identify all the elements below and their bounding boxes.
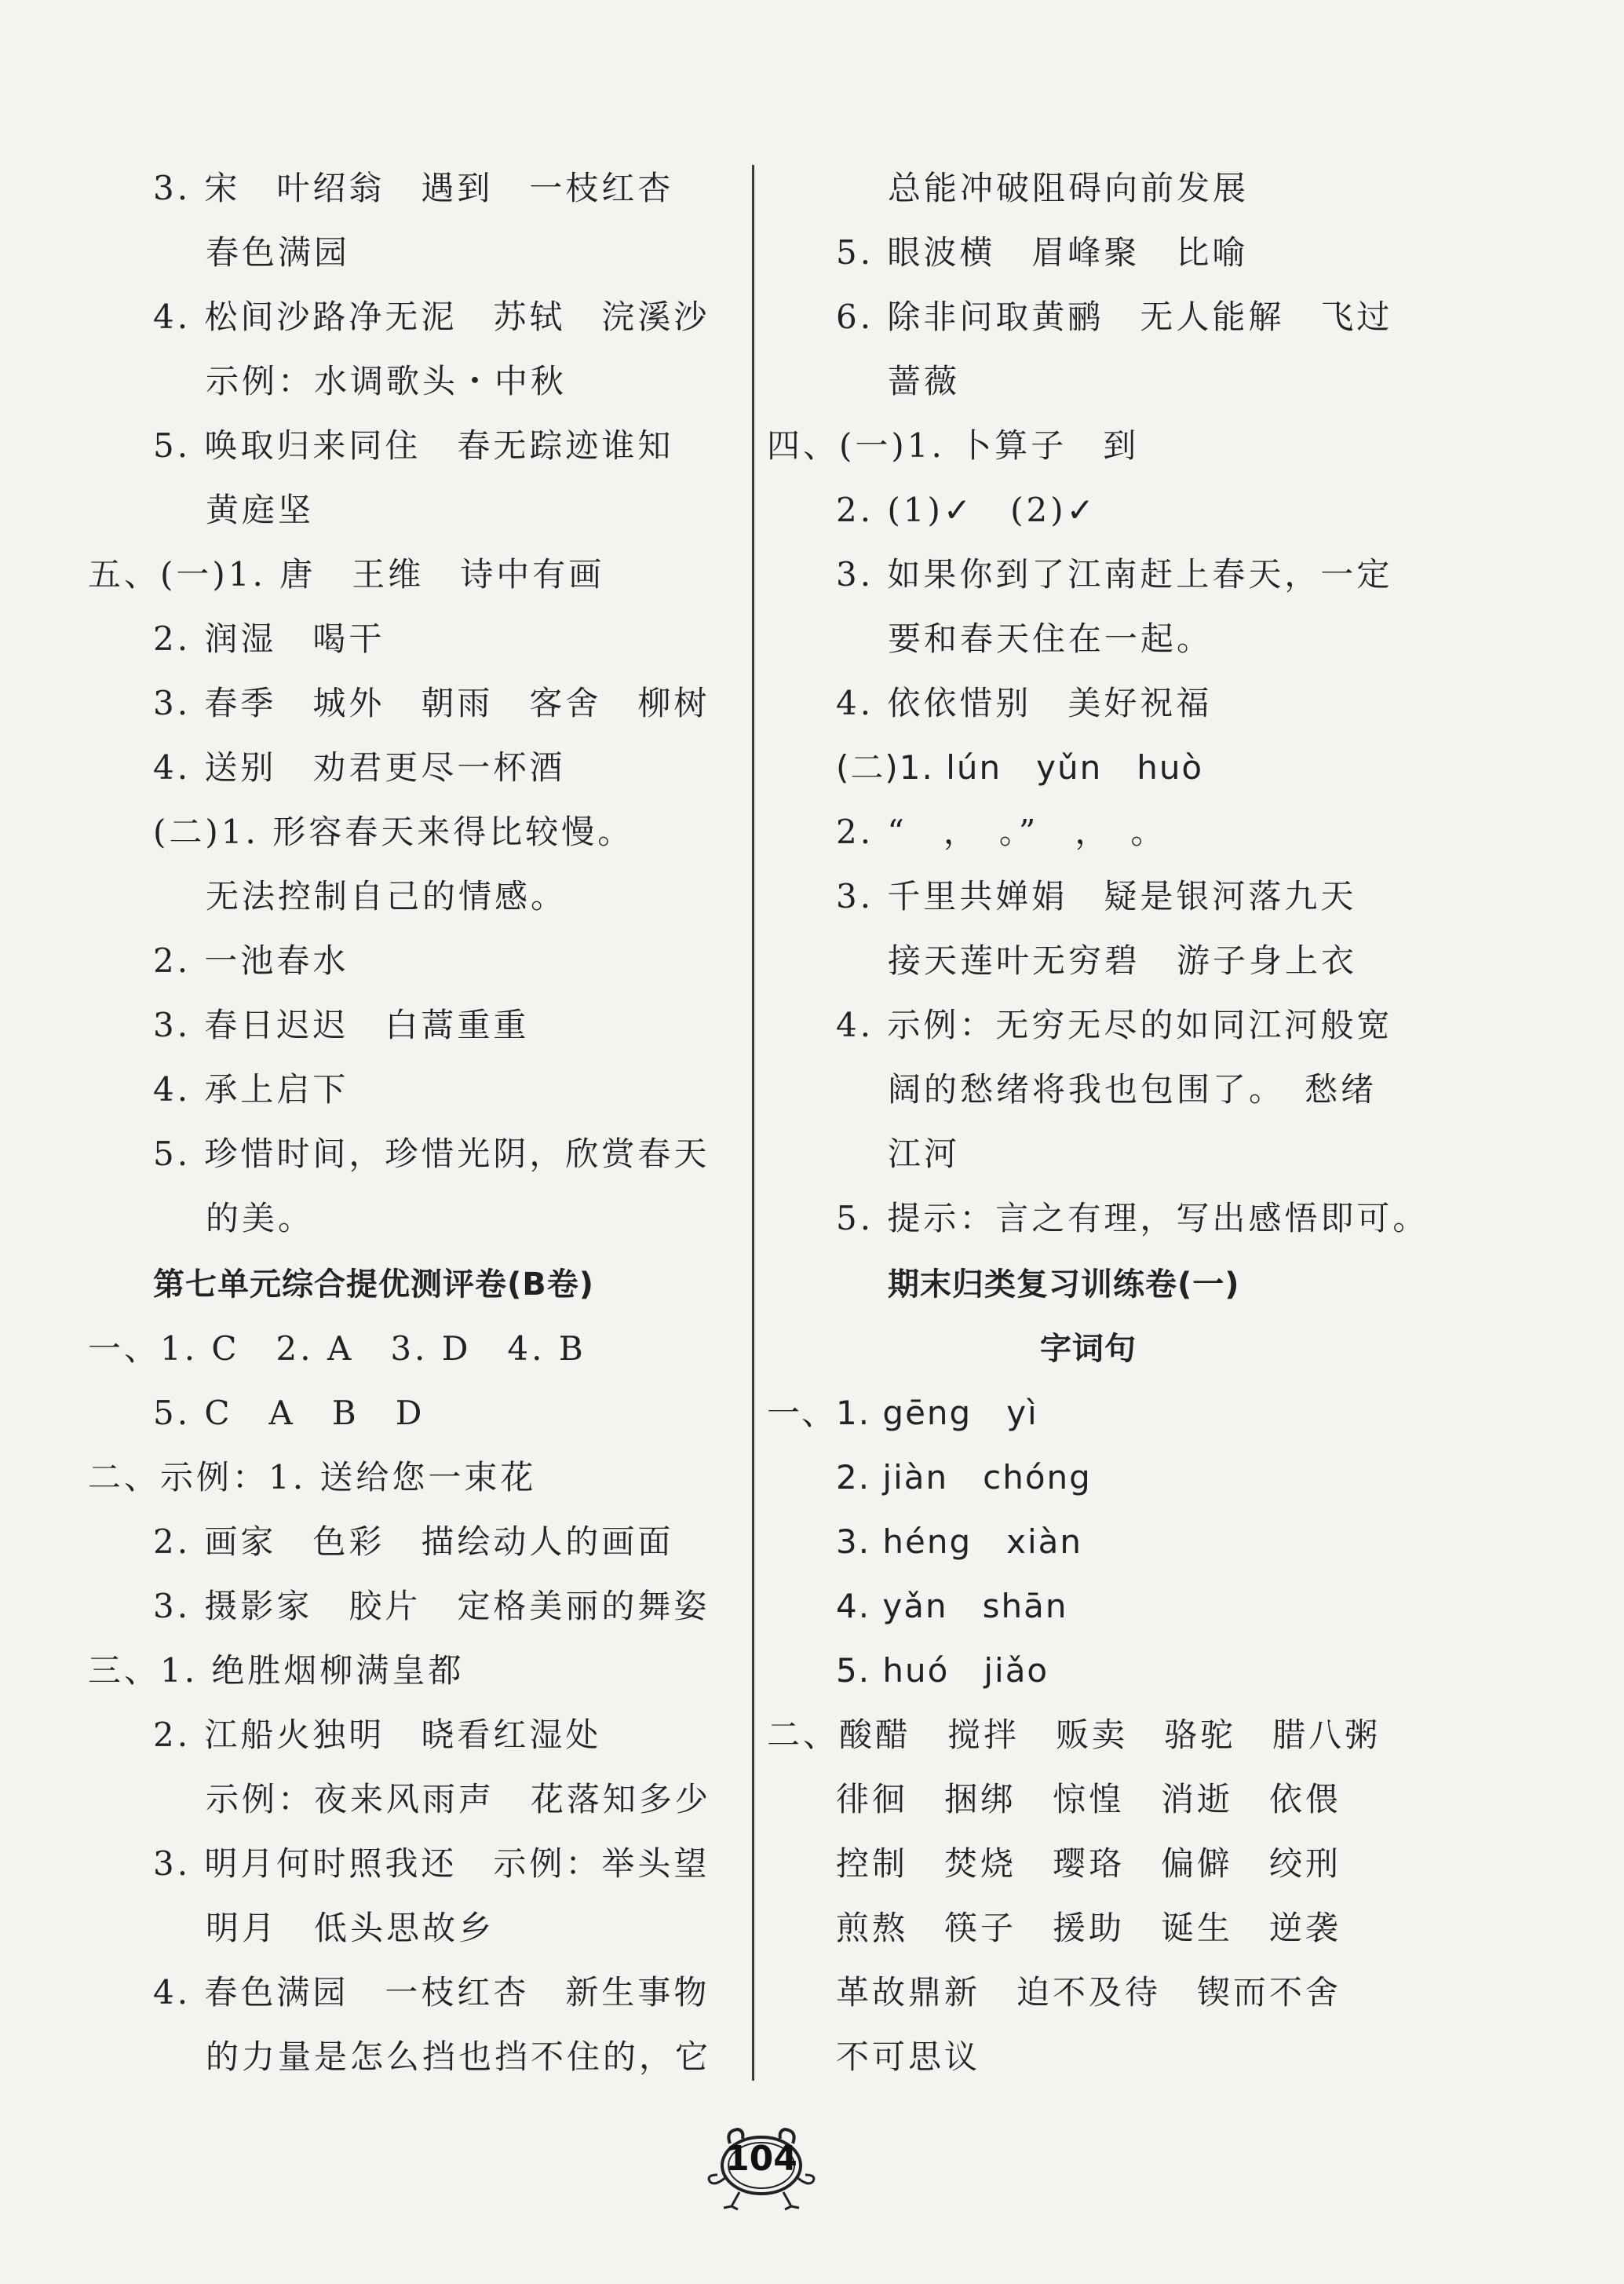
answer-line: 4. 送别 劝君更尽一杯酒 — [153, 748, 566, 787]
answer-line: 总能冲破阻碍向前发展 — [888, 169, 1250, 207]
answer-line: 示例：夜来风雨声 花落知多少 — [206, 1780, 712, 1818]
answer-line: 控制 焚烧 璎珞 偏僻 绞刑 — [836, 1844, 1342, 1883]
answer-line: 3. 春季 城外 朝雨 客舍 柳树 — [153, 684, 710, 722]
answer-line: 4. yǎn shān — [836, 1587, 1068, 1625]
answer-line: 的力量是怎么挡也挡不住的，它 — [206, 2037, 712, 2076]
answer-line: 3. 千里共婵娟 疑是银河落九天 — [836, 877, 1357, 915]
section-line: 四、(一)1. 卜算子 到 — [767, 426, 1140, 465]
answer-line: 5. 眼波横 眉峰聚 比喻 — [836, 233, 1249, 272]
answer-line: 3. 如果你到了江南赶上春天，一定 — [836, 555, 1393, 594]
answer-line: 的美。 — [206, 1199, 315, 1237]
answer-line: 4. 松间沙路净无泥 苏轼 浣溪沙 — [153, 298, 710, 336]
answer-line: 4. 春色满园 一枝红杏 新生事物 — [153, 1973, 710, 2012]
page-number: 104 — [725, 2139, 797, 2179]
answer-line: 徘徊 捆绑 惊惶 消逝 依偎 — [836, 1780, 1342, 1818]
answer-line: 4. 承上启下 — [153, 1070, 349, 1109]
subsection-heading: 字词句 — [1040, 1331, 1137, 1367]
column-divider — [752, 165, 754, 2081]
answer-line: 阔的愁绪将我也包围了。 愁绪 — [888, 1070, 1378, 1109]
answer-line: 2. 画家 色彩 描绘动人的画面 — [153, 1522, 674, 1561]
answer-line: 5. huó jiǎo — [836, 1651, 1049, 1690]
section-line: 三、1. 绝胜烟柳满皇都 — [88, 1651, 465, 1690]
answer-line: 要和春天住在一起。 — [888, 619, 1213, 658]
answer-line: 2. “ ， 。” ， 。 — [836, 813, 1167, 851]
answer-line: 3. 摄影家 胶片 定格美丽的舞姿 — [153, 1587, 710, 1625]
answer-line: 6. 除非问取黄鹂 无人能解 飞过 — [836, 298, 1393, 336]
answer-line: 蔷薇 — [888, 362, 961, 400]
answer-line: 3. héng xiàn — [836, 1522, 1083, 1561]
answer-line: 4. 依依惜别 美好祝福 — [836, 684, 1213, 722]
answer-line: 无法控制自己的情感。 — [206, 877, 567, 915]
answer-line: 不可思议 — [836, 2037, 981, 2076]
answer-line: (二)1. 形容春天来得比较慢。 — [153, 813, 634, 851]
answer-line: 3. 春日迟迟 白蒿重重 — [153, 1006, 530, 1044]
section-heading: 第七单元综合提优测评卷(B卷) — [153, 1266, 595, 1303]
answer-line: 4. 示例：无穷无尽的如同江河般宽 — [836, 1006, 1393, 1044]
answer-line: 2. jiàn chóng — [836, 1458, 1092, 1496]
answer-line: 煎熬 筷子 援助 诞生 逆袭 — [836, 1909, 1342, 1947]
answer-line: 2. (1)✓ (2)✓ — [836, 491, 1097, 529]
answer-line: 5. 唤取归来同住 春无踪迹谁知 — [153, 426, 674, 465]
answer-line: 黄庭坚 — [206, 491, 315, 529]
answer-line: 2. 江船火独明 晓看红湿处 — [153, 1716, 602, 1754]
answer-line: 5. 提示：言之有理，写出感悟即可。 — [836, 1199, 1429, 1237]
answer-line: 2. 一池春水 — [153, 941, 349, 980]
section-line: 一、1. gēng yì — [767, 1394, 1038, 1432]
answer-line: (二)1. lún yǔn huò — [836, 748, 1204, 787]
answer-line: 2. 润湿 喝干 — [153, 619, 385, 658]
section-line: 二、酸醋 搅拌 贩卖 骆驼 腊八粥 — [767, 1716, 1381, 1754]
answer-line: 接天莲叶无穷碧 游子身上衣 — [888, 941, 1358, 980]
section-line: 五、(一)1. 唐 王维 诗中有画 — [88, 555, 605, 594]
answer-line: 示例：水调歌头・中秋 — [206, 362, 567, 400]
answer-line: 3. 明月何时照我还 示例：举头望 — [153, 1844, 710, 1883]
answer-line: 江河 — [888, 1135, 961, 1173]
answer-line: 5. C A B D — [153, 1394, 425, 1432]
answer-line: 明月 低头思故乡 — [206, 1909, 495, 1947]
answer-line: 3. 宋 叶绍翁 遇到 一枝红杏 — [153, 169, 674, 207]
section-heading: 期末归类复习训练卷(一) — [888, 1266, 1240, 1303]
section-line: 一、1. C 2. A 3. D 4. B — [88, 1329, 586, 1368]
answer-line: 革故鼎新 迫不及待 锲而不舍 — [836, 1973, 1342, 2012]
page-number-badge — [699, 2120, 824, 2214]
section-line: 二、示例：1. 送给您一束花 — [88, 1458, 537, 1496]
answer-line: 5. 珍惜时间，珍惜光阴，欣赏春天 — [153, 1135, 710, 1173]
answer-line: 春色满园 — [206, 233, 351, 272]
